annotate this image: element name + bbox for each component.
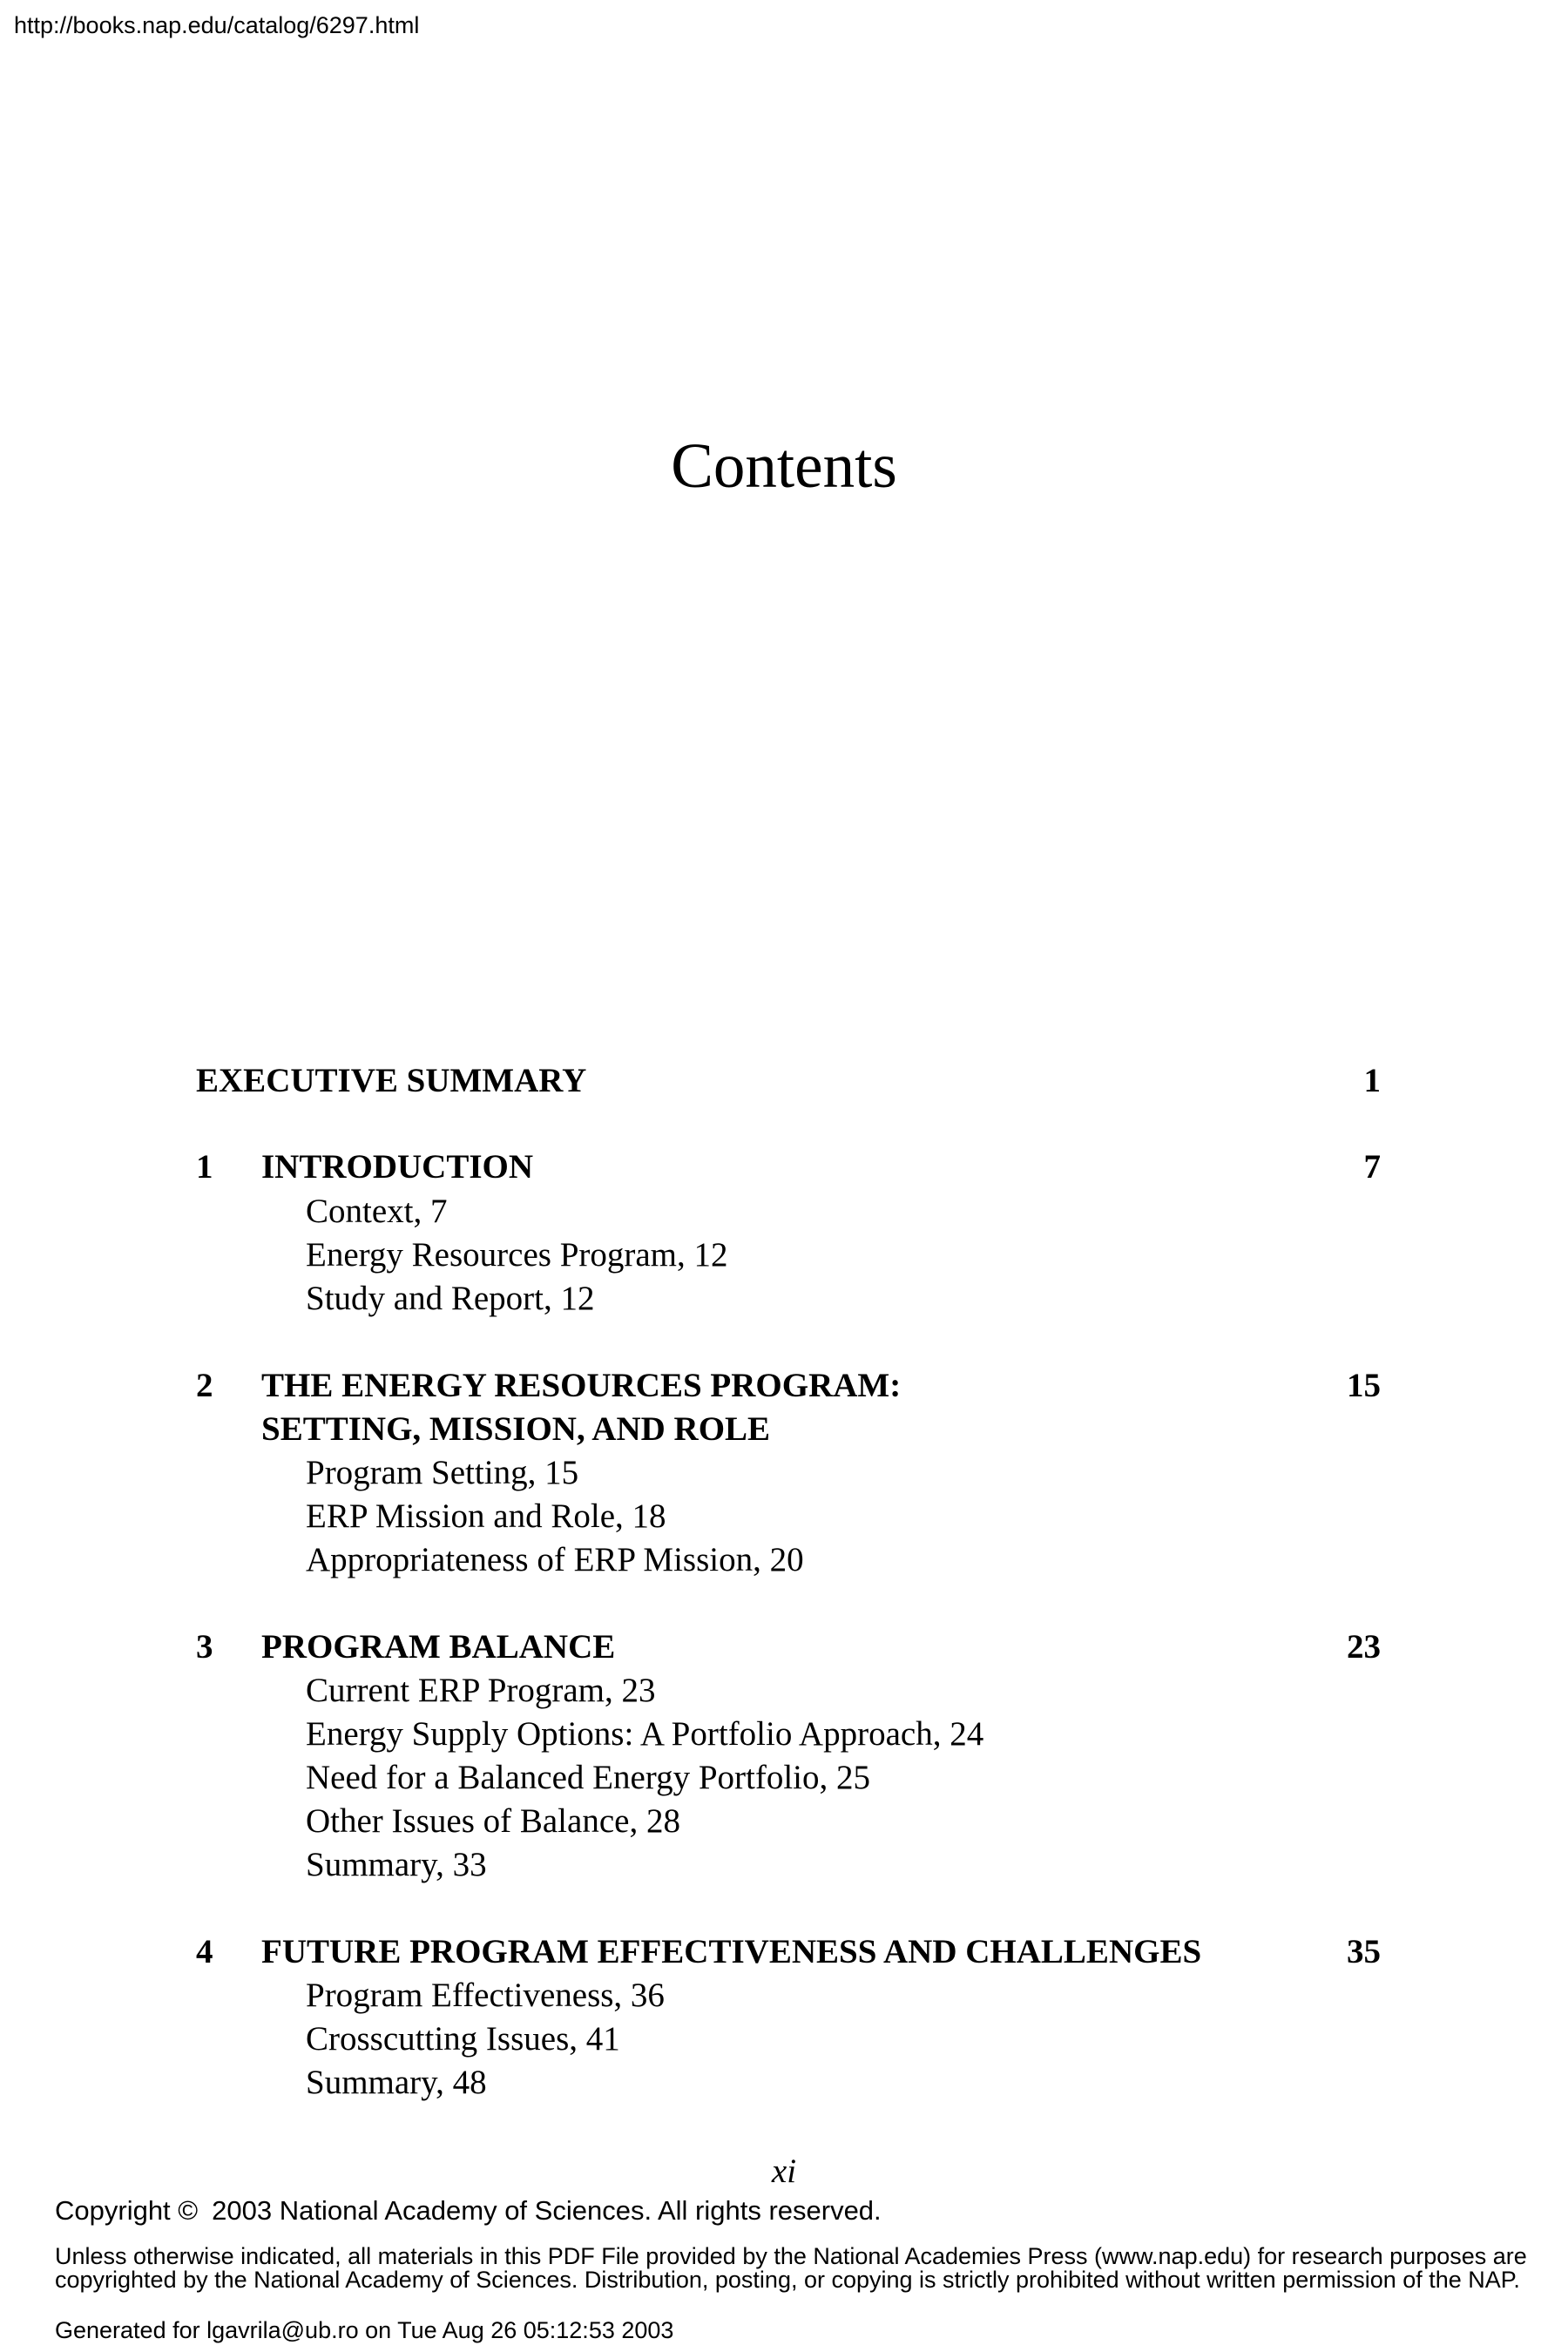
page-folio: xi bbox=[771, 2153, 797, 2190]
toc-section-label: Energy Supply Options: A Portfolio Approach, 24 bbox=[306, 1715, 984, 1753]
toc-page-number: 15 bbox=[1347, 1367, 1381, 1404]
chapter-number: 2 bbox=[196, 1367, 213, 1404]
table-of-contents bbox=[196, 0, 1381, 2352]
page-title: Contents bbox=[671, 430, 897, 501]
toc-section-label: Energy Resources Program, 12 bbox=[306, 1236, 728, 1274]
toc-page-number: 7 bbox=[1363, 1148, 1381, 1186]
toc-page-number: 1 bbox=[1363, 1062, 1381, 1099]
copyright-text: 2003 National Academy of Sciences. All rights reserved. bbox=[212, 2195, 882, 2226]
chapter-number: 1 bbox=[196, 1148, 213, 1186]
generated-stamp: Generated for lgavrila@ub.ro on Tue Aug 26 05:12:53 2003 bbox=[55, 2317, 674, 2343]
toc-section-label: Other Issues of Balance, 28 bbox=[306, 1802, 680, 1840]
toc-heading: INTRODUCTION bbox=[261, 1148, 534, 1186]
toc-section-label: ERP Mission and Role, 18 bbox=[306, 1497, 666, 1535]
toc-section-label: Study and Report, 12 bbox=[306, 1280, 595, 1317]
toc-section-label: Need for a Balanced Energy Portfolio, 25 bbox=[306, 1759, 870, 1796]
toc-heading: THE ENERGY RESOURCES PROGRAM: bbox=[261, 1367, 902, 1404]
toc-heading: FUTURE PROGRAM EFFECTIVENESS AND CHALLENGES bbox=[261, 1933, 1202, 1970]
toc-section-label: Current ERP Program, 23 bbox=[306, 1672, 656, 1709]
toc-section-label: Crosscutting Issues, 41 bbox=[306, 2020, 620, 2058]
toc-heading: EXECUTIVE SUMMARY bbox=[196, 1062, 587, 1099]
chapter-number: 4 bbox=[196, 1933, 213, 1970]
copyright-prefix: Copyright © bbox=[55, 2195, 199, 2226]
toc-page-number: 23 bbox=[1347, 1628, 1381, 1666]
toc-section-label: Program Setting, 15 bbox=[306, 1454, 579, 1491]
toc-heading: SETTING, MISSION, AND ROLE bbox=[261, 1410, 771, 1448]
toc-section-label: Summary, 48 bbox=[306, 2064, 487, 2101]
copyright-notice: Unless otherwise indicated, all materials in this PDF File provided by the National Academies Press (www.nap.edu) for research purposes are copyrighted by the National Academy of Sciences. Distribution, posting, or copying is strictly prohibited without written permission of the NAP. bbox=[55, 2243, 1527, 2293]
toc-section-label: Summary, 33 bbox=[306, 1846, 487, 1883]
toc-section-label: Appropriateness of ERP Mission, 20 bbox=[306, 1541, 804, 1578]
toc-heading: PROGRAM BALANCE bbox=[261, 1628, 616, 1666]
chapter-number: 3 bbox=[196, 1628, 213, 1666]
toc-page-number: 35 bbox=[1347, 1933, 1381, 1970]
source-url-link[interactable]: http://books.nap.edu/catalog/6297.html bbox=[14, 12, 420, 38]
toc-section-label: Context, 7 bbox=[306, 1193, 448, 1230]
copyright-line bbox=[55, 2195, 882, 2227]
toc-section-label: Program Effectiveness, 36 bbox=[306, 1977, 665, 2014]
